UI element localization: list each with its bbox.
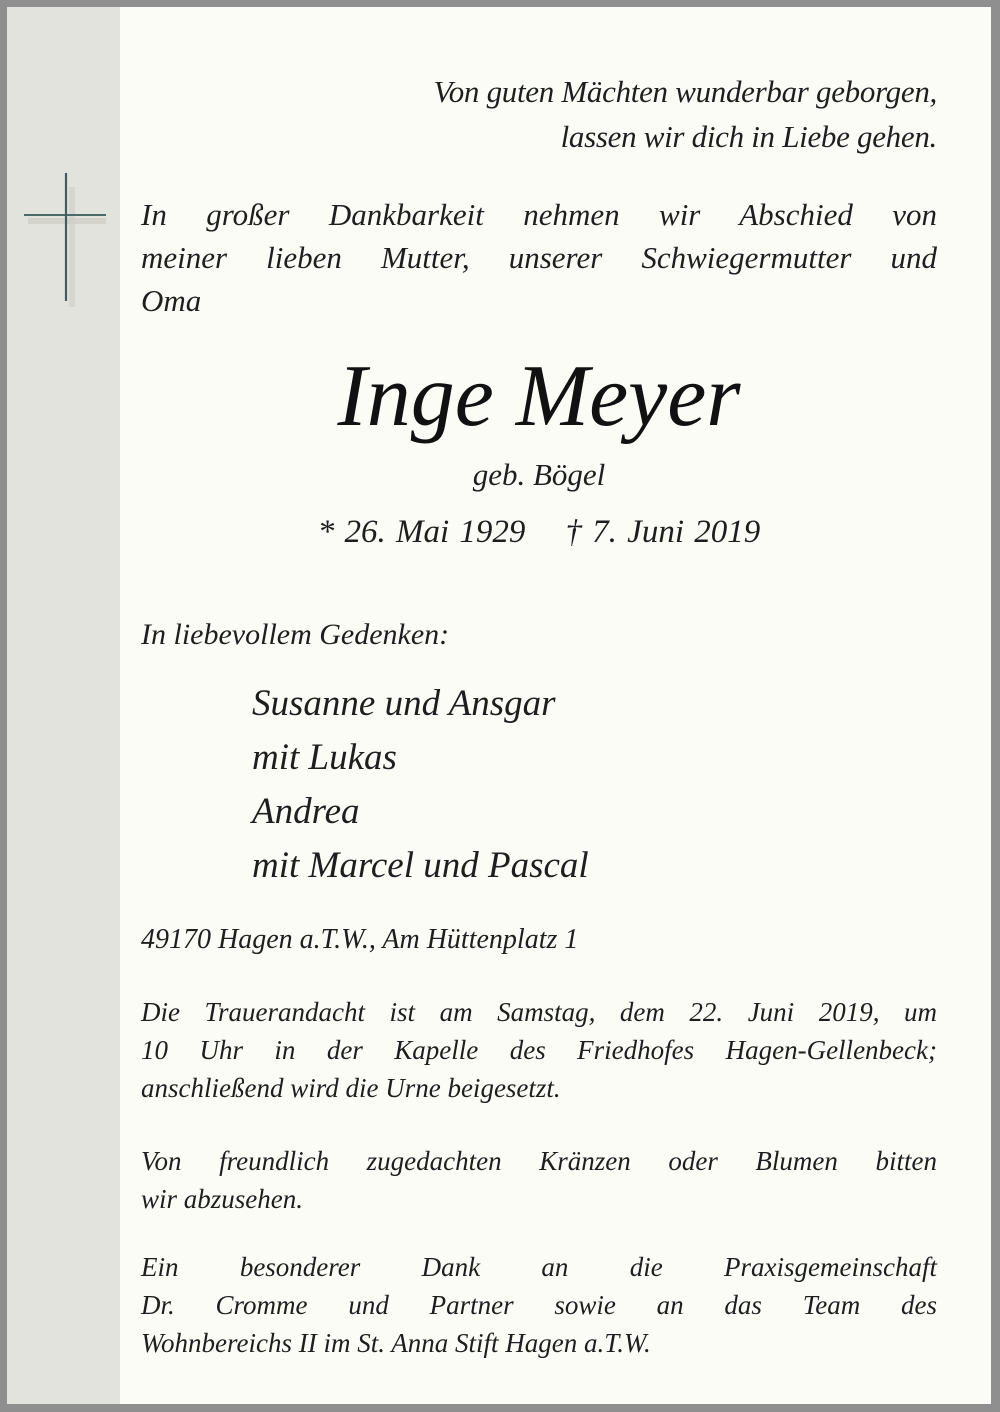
intro-text [141, 193, 937, 322]
intro-line: In großer Dankbarkeit nehmen wir Abschied von [141, 197, 937, 232]
flowers-line: wir abzusehen. [141, 1184, 303, 1214]
intro-line: meiner lieben Mutter, unserer Schwiegermutter und [141, 240, 937, 275]
family-line: Andrea [252, 791, 360, 832]
memory-heading: In liebevollem Gedenken: [141, 618, 450, 651]
service-info [141, 993, 937, 1107]
service-line: anschließend wird die Urne beigesetzt. [141, 1073, 561, 1103]
birth-date: * 26. Mai 1929 [317, 514, 526, 550]
family-line: mit Lukas [252, 737, 397, 778]
thanks-note [141, 1248, 937, 1362]
family-line: Susanne und Ansgar [252, 683, 556, 724]
address: 49170 Hagen a.T.W., Am Hüttenplatz 1 [141, 924, 579, 955]
motto-line: Von guten Mächten wunderbar geborgen, [433, 74, 937, 109]
cross-icon [16, 167, 106, 307]
intro-line: Oma [141, 283, 202, 318]
obituary-card [7, 7, 991, 1404]
life-dates [7, 511, 991, 553]
birth-name: geb. Bögel [472, 457, 606, 492]
thanks-line: Ein besonderer Dank an die Praxisgemeinschaft [141, 1252, 937, 1282]
family-list [252, 677, 589, 893]
thanks-line: Wohnbereichs II im St. Anna Stift Hagen a.T.W. [141, 1328, 651, 1358]
service-line: 10 Uhr in der Kapelle des Friedhofes Hagen-Gellenbeck; [141, 1035, 937, 1065]
service-line: Die Trauerandacht ist am Samstag, dem 22. Juni 2019, um [141, 997, 937, 1027]
thanks-line: Dr. Cromme und Partner sowie an das Team des [141, 1290, 937, 1320]
flowers-note [141, 1142, 937, 1218]
family-line: mit Marcel und Pascal [252, 845, 589, 886]
death-date: † 7. Juni 2019 [565, 514, 761, 550]
motto [434, 69, 937, 159]
flowers-line: Von freundlich zugedachten Kränzen oder Blumen bitten [141, 1146, 937, 1176]
motto-line: lassen wir dich in Liebe gehen. [560, 119, 937, 154]
deceased-name: Inge Meyer [337, 348, 741, 445]
